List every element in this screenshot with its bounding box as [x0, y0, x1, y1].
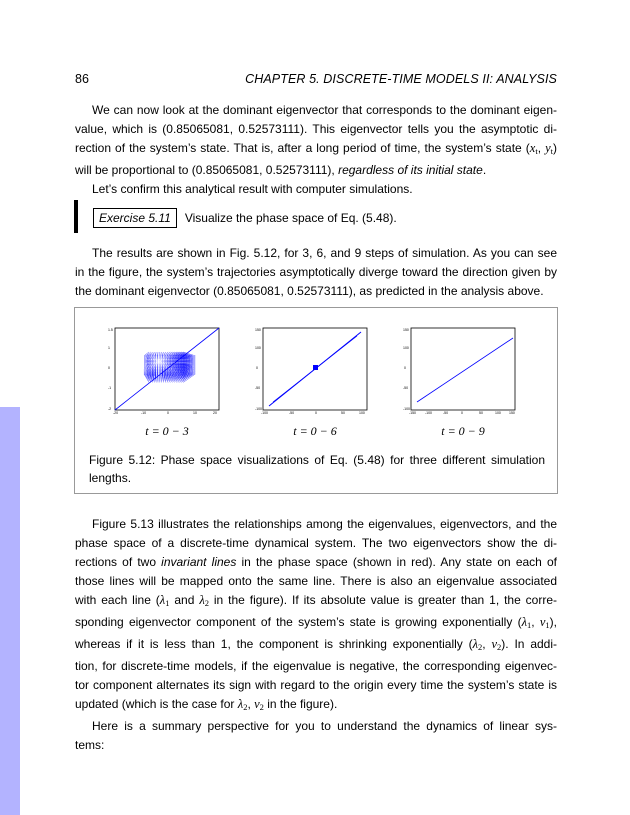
text-line: with each line ($\lambda_1$ and $\lambda_2$ in the figure). If its absolute value is greater than 1, the corre-: [75, 593, 557, 608]
text-line: The results are shown in Fig. 5.12, for 3, 6, and 9 steps of simulation. As you can see: [92, 246, 557, 260]
svg-text:150: 150: [255, 328, 261, 332]
text-line: We can now look at the dominant eigenvector that corresponds to the dominant eigen-: [92, 103, 557, 117]
text-line: value, which is (0.85065081, 0.52573111). This eigenvector tells you the asymptotic di-: [75, 122, 557, 136]
paragraph-dominant-eigenvector: [75, 101, 557, 199]
text-line: Here is a summary perspective for you to understand the dynamics of linear sys-: [92, 719, 557, 733]
svg-text:0: 0: [256, 366, 258, 370]
caption-line: lengths.: [89, 471, 132, 485]
text-line: Let’s confirm this analytical result with computer simulations.: [92, 182, 413, 196]
svg-text:-20: -20: [113, 411, 119, 414]
svg-text:0: 0: [108, 366, 110, 370]
svg-text:50: 50: [341, 411, 345, 414]
svg-text:-10: -10: [141, 411, 147, 414]
svg-text:20: 20: [213, 411, 217, 414]
svg-text:-50: -50: [289, 411, 295, 414]
svg-text:150: 150: [509, 411, 515, 414]
svg-text:-100: -100: [261, 411, 269, 414]
text-line: will be proportional to (0.85065081, 0.52573111), regardless of its initial state.: [75, 163, 487, 177]
svg-text:-100: -100: [255, 407, 263, 411]
text-line: the dominant eigenvector (0.85065081, 0.52573111), as predicted in the analysis above.: [75, 284, 544, 298]
svg-text:1.5: 1.5: [108, 328, 113, 332]
paragraph-results: [75, 244, 557, 301]
svg-text:-150: -150: [409, 411, 417, 414]
text-line: tion, for discrete-time models, if the eigenvalue is negative, the corresponding eigenvec-: [75, 659, 557, 673]
chapter-title: CHAPTER 5. DISCRETE-TIME MODELS II: ANALYSIS: [245, 72, 557, 86]
svg-text:0: 0: [461, 411, 463, 414]
plot-label-3: t = 0 − 3: [145, 424, 189, 438]
svg-text:50: 50: [479, 411, 483, 414]
svg-text:-100: -100: [403, 407, 411, 411]
svg-text:0: 0: [315, 411, 317, 414]
text-line: rections of two invariant lines in the phase space (shown in red). Any state on each of: [75, 555, 557, 569]
plot-label-9: t = 0 − 9: [441, 424, 485, 438]
paragraph-eigen-relationships: [75, 515, 557, 755]
svg-text:-50: -50: [403, 386, 409, 390]
svg-text:100: 100: [495, 411, 501, 414]
phase-plot-6-steps: [255, 322, 373, 414]
text-line: sponding eigenvector component of the system’s state is growing exponentially ($\lambda_1$, $v_1$),: [75, 615, 557, 630]
text-line: tor component alternates its sign with regard to the origin every time the system’s state is: [75, 678, 557, 692]
exercise-text: Visualize the phase space of Eq. (5.48).: [184, 211, 397, 225]
figure-5-12: [74, 307, 558, 494]
phase-plot-9-steps: [403, 322, 521, 414]
text-line: those lines will be mapped onto the same line. There is also an eigenvalue associated: [75, 574, 557, 588]
svg-text:10: 10: [193, 411, 197, 414]
phase-plot-3-steps: [107, 322, 225, 414]
text-line: in the figure, the system’s trajectories asymptotically diverge toward the direction given by: [75, 265, 557, 279]
side-thumb-tab: [0, 407, 20, 815]
svg-text:1: 1: [108, 346, 110, 350]
svg-text:100: 100: [359, 411, 365, 414]
svg-text:0: 0: [404, 366, 406, 370]
figure-caption: [89, 451, 545, 487]
text-line: Figure 5.13 illustrates the relationships among the eigenvalues, eigenvectors, and the: [92, 517, 557, 531]
exercise-block: [93, 208, 397, 228]
svg-text:0: 0: [167, 411, 169, 414]
svg-text:-1: -1: [108, 386, 112, 390]
plot-label-6: t = 0 − 6: [293, 424, 337, 438]
text-line: rection of the system’s state. That is, after a long period of time, the system’s state ($x_t$, $y_t$): [75, 141, 557, 156]
svg-text:-100: -100: [425, 411, 433, 414]
svg-text:-2: -2: [108, 407, 112, 411]
page-header: [75, 72, 557, 90]
text-line: whereas if it is less than 1, the component is shrinking exponentially ($\lambda_2$, $v_2$). In addi-: [75, 637, 558, 652]
text-line: phase space of a discrete-time dynamical system. The two eigenvectors show the di-: [75, 536, 557, 550]
svg-text:150: 150: [403, 328, 409, 332]
svg-text:100: 100: [255, 346, 261, 350]
text-line: tems:: [75, 738, 105, 752]
page-number: 86: [75, 72, 89, 86]
exercise-margin-bar: [74, 200, 78, 233]
text-line: updated (which is the case for $\lambda_2$, $v_2$ in the figure).: [75, 697, 338, 712]
svg-text:-50: -50: [443, 411, 449, 414]
caption-line: Figure 5.12: Phase space visualizations of Eq. (5.48) for three different simulation: [89, 453, 545, 467]
exercise-label: Exercise 5.11: [93, 208, 177, 228]
svg-text:100: 100: [403, 346, 409, 350]
svg-text:-50: -50: [255, 386, 261, 390]
